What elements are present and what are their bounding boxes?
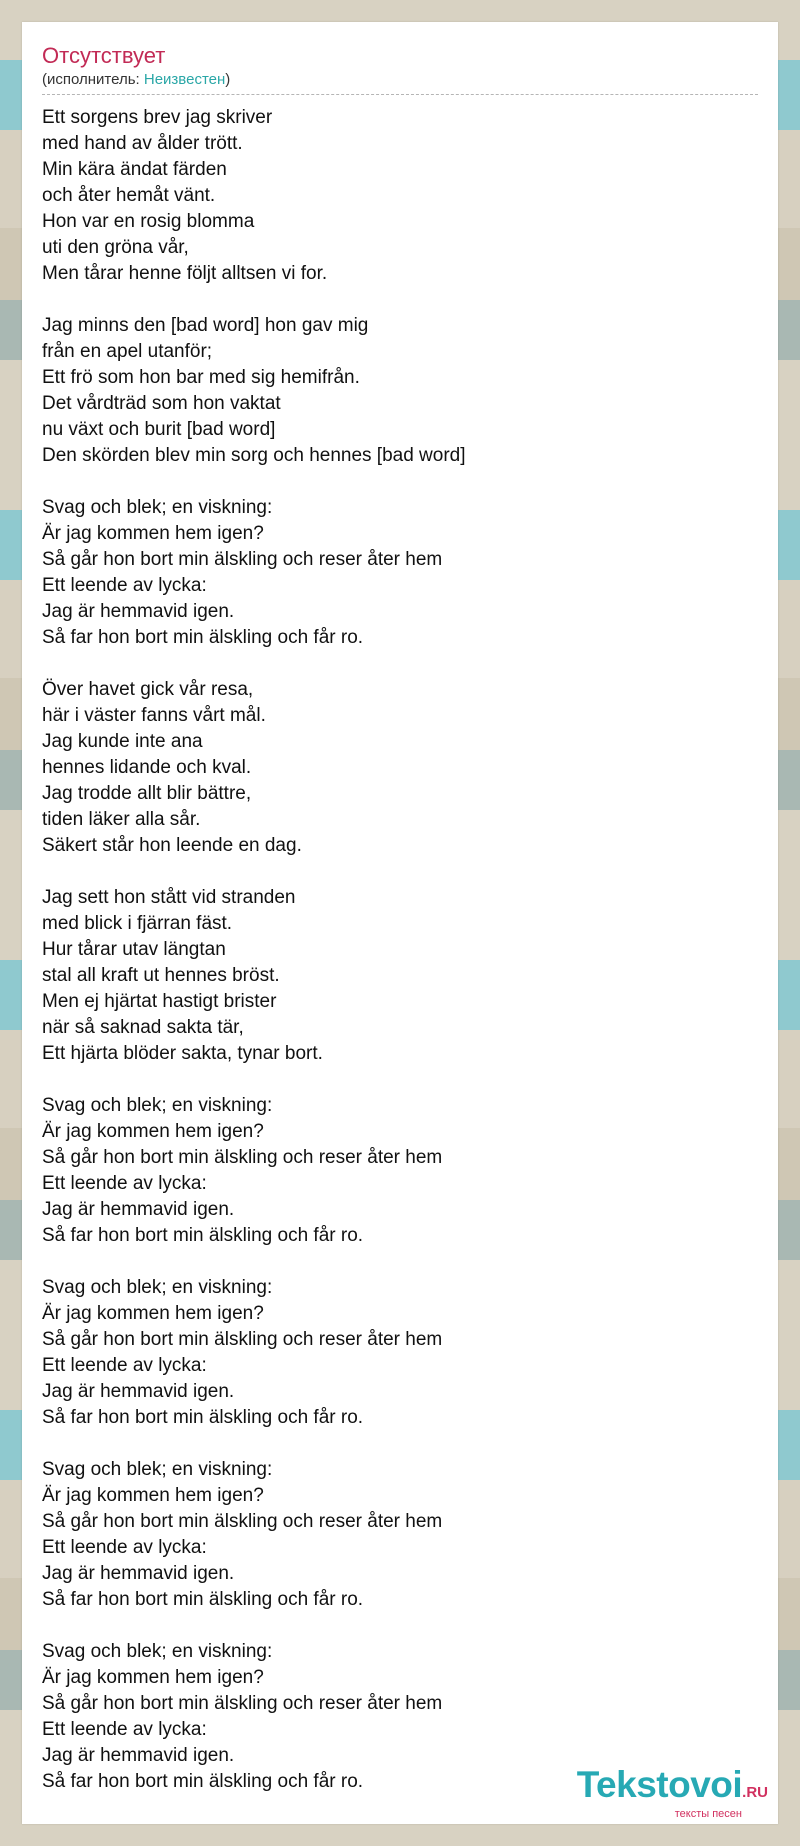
lyric-line: här i väster fanns vårt mål.	[42, 705, 266, 726]
lyric-line: Ett hjärta blöder sakta, tynar bort.	[42, 1043, 323, 1064]
lyric-line: Är jag kommen hem igen?	[42, 1121, 264, 1142]
lyrics-stanza	[42, 1457, 758, 1613]
lyrics-stanza	[42, 495, 758, 651]
lyric-line: Svag och blek; en viskning:	[42, 1277, 273, 1298]
lyric-line: Ett leende av lycka:	[42, 1173, 207, 1194]
lyrics-stanza	[42, 677, 758, 859]
lyric-line: Är jag kommen hem igen?	[42, 1485, 264, 1506]
lyric-line: Jag kunde inte ana	[42, 731, 203, 752]
lyrics-stanza	[42, 313, 758, 469]
lyrics-card	[22, 22, 778, 1824]
lyric-line: Så far hon bort min älskling och får ro.	[42, 627, 364, 648]
lyric-line: Jag är hemmavid igen.	[42, 1745, 235, 1766]
lyric-line: Är jag kommen hem igen?	[42, 523, 264, 544]
lyric-line: Så far hon bort min älskling och får ro.	[42, 1771, 364, 1792]
logo-domain: .RU	[742, 1784, 768, 1801]
lyric-line: Så går hon bort min älskling och reser åter hem	[42, 1511, 443, 1532]
lyrics-text	[42, 105, 758, 1821]
lyric-line: Svag och blek; en viskning:	[42, 1459, 273, 1480]
lyric-line: när så saknad sakta tär,	[42, 1017, 244, 1038]
lyric-line: Svag och blek; en viskning:	[42, 497, 273, 518]
lyric-line: Jag är hemmavid igen.	[42, 1199, 235, 1220]
lyric-line: Säkert står hon leende en dag.	[42, 835, 302, 856]
site-logo[interactable]	[577, 1766, 768, 1820]
lyric-line: Ett sorgens brev jag skriver	[42, 107, 273, 128]
lyric-line: från en apel utanför;	[42, 341, 213, 362]
lyric-line: med hand av ålder trött.	[42, 133, 243, 154]
song-title: Отсутствует	[42, 43, 166, 68]
lyrics-stanza	[42, 885, 758, 1067]
lyric-line: hennes lidande och kval.	[42, 757, 252, 778]
lyrics-stanza	[42, 1275, 758, 1431]
lyrics-stanza	[42, 1093, 758, 1249]
lyric-line: Min kära ändat färden	[42, 159, 227, 180]
lyric-line: Över havet gick vår resa,	[42, 679, 254, 700]
lyric-line: Jag är hemmavid igen.	[42, 1381, 235, 1402]
lyric-line: Ett leende av lycka:	[42, 1355, 207, 1376]
song-header	[42, 42, 758, 95]
logo-tagline: тексты песен	[674, 1808, 742, 1820]
lyric-line: Jag är hemmavid igen.	[42, 601, 235, 622]
artist-link[interactable]: Неизвестен	[143, 71, 226, 88]
lyric-line: tiden läker alla sår.	[42, 809, 201, 830]
lyric-line: med blick i fjärran fäst.	[42, 913, 233, 934]
lyric-line: Svag och blek; en viskning:	[42, 1641, 273, 1662]
logo-wordmark	[577, 1766, 768, 1812]
lyric-line: Jag sett hon stått vid stranden	[42, 887, 296, 908]
lyric-line: Så far hon bort min älskling och får ro.	[42, 1407, 364, 1428]
lyric-line: Men tårar henne följt alltsen vi for.	[42, 263, 328, 284]
lyric-line: Är jag kommen hem igen?	[42, 1303, 264, 1324]
lyric-line: Jag trodde allt blir bättre,	[42, 783, 252, 804]
lyric-line: Så går hon bort min älskling och reser åter hem	[42, 549, 443, 570]
lyric-line: Det vårdträd som hon vaktat	[42, 393, 281, 414]
lyric-line: Hur tårar utav längtan	[42, 939, 226, 960]
lyric-line: Den skörden blev min sorg och hennes [bad word]	[42, 445, 466, 466]
lyric-line: Så går hon bort min älskling och reser åter hem	[42, 1693, 443, 1714]
lyric-line: Så far hon bort min älskling och får ro.	[42, 1225, 364, 1246]
lyric-line: uti den gröna vår,	[42, 237, 189, 258]
lyric-line: Är jag kommen hem igen?	[42, 1667, 264, 1688]
artist-prefix: (исполнитель:	[42, 71, 144, 88]
lyric-line: Svag och blek; en viskning:	[42, 1095, 273, 1116]
lyric-line: Hon var en rosig blomma	[42, 211, 255, 232]
lyric-line: Ett leende av lycka:	[42, 575, 207, 596]
lyric-line: Jag är hemmavid igen.	[42, 1563, 235, 1584]
lyrics-stanza	[42, 105, 758, 287]
lyric-line: och åter hemåt vänt.	[42, 185, 216, 206]
artist-line	[42, 70, 758, 95]
lyric-line: Ett leende av lycka:	[42, 1537, 207, 1558]
lyric-line: Så far hon bort min älskling och får ro.	[42, 1589, 364, 1610]
artist-suffix: )	[225, 71, 231, 88]
lyric-line: Men ej hjärtat hastigt brister	[42, 991, 277, 1012]
lyric-line: stal all kraft ut hennes bröst.	[42, 965, 280, 986]
lyric-line: Ett frö som hon bar med sig hemifrån.	[42, 367, 360, 388]
lyric-line: Ett leende av lycka:	[42, 1719, 207, 1740]
lyric-line: Så går hon bort min älskling och reser åter hem	[42, 1329, 443, 1350]
logo-name: Tekstovoi	[576, 1764, 743, 1805]
lyric-line: Jag minns den [bad word] hon gav mig	[42, 315, 369, 336]
lyric-line: Så går hon bort min älskling och reser åter hem	[42, 1147, 443, 1168]
lyric-line: nu växt och burit [bad word]	[42, 419, 276, 440]
